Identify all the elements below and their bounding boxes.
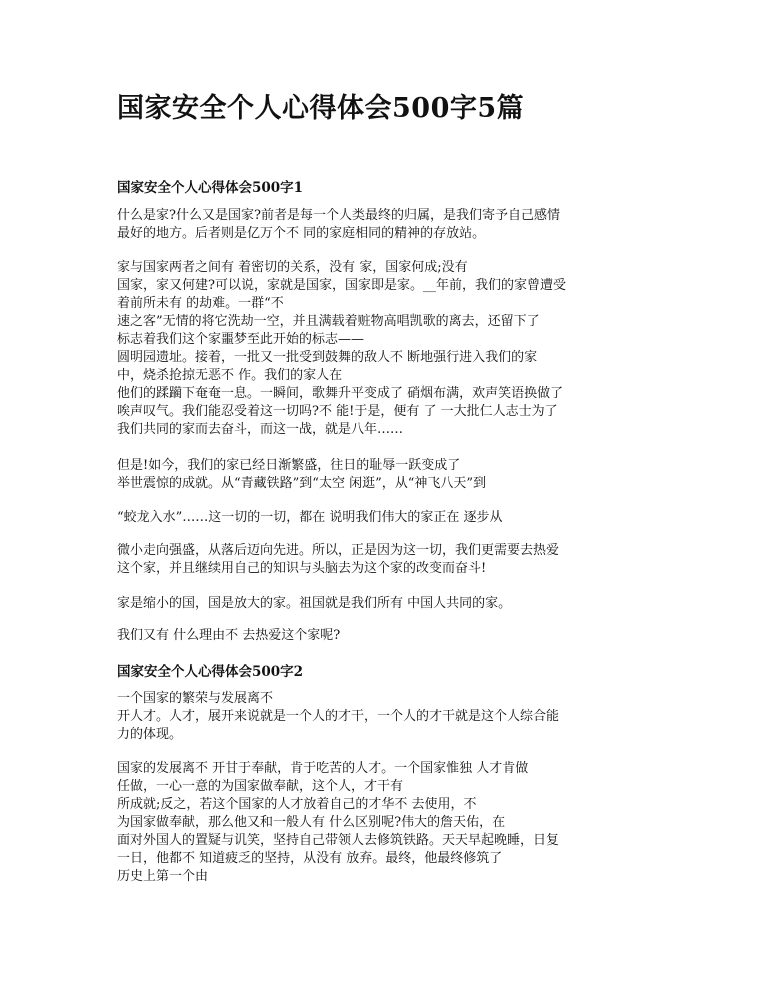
text-line: 圆明园遗址。接着，一批又一批受到鼓舞的敌人不 断地强行进入我们的家 <box>117 350 538 365</box>
text-line: 唉声叹气。我们能忍受着这一切吗?不 能!于是，便有 了 一大批仁人志士为了 <box>117 404 558 419</box>
paragraph <box>117 259 662 439</box>
text-line: “蛟龙入水”……这一切的一切，都在 说明我们伟大的家正在 逐步从 <box>117 510 503 525</box>
text-line: 任做，一心一意的为国家做奉献，这个人，才干有 <box>117 779 404 794</box>
paragraph <box>117 207 662 243</box>
paragraph <box>117 595 662 613</box>
text-line: 家与国家两者之间有 着密切的关系，没有 家，国家何成;没有 <box>117 260 468 275</box>
paragraph <box>117 690 662 744</box>
text-line: 一个国家的繁荣与发展离不 <box>117 691 274 706</box>
text-line: 微小走向强盛，从落后迈向先进。所以，正是因为这一切，我们更需要去热爱 <box>117 543 560 558</box>
paragraph <box>117 509 662 527</box>
text-line: 这个家，并且继续用自己的知识与头脑去为这个家的改变而奋斗! <box>117 561 487 576</box>
text-line: 着前所未有 的劫难。一群“不 <box>117 296 284 311</box>
text-line: 什么是家?什么又是国家?前者是每一个人类最终的归属，是我们寄予自己感情 <box>117 208 560 223</box>
text-line: 国家的发展离不 开甘于奉献，肯于吃苦的人才。一个国家惟独 人才肯做 <box>117 761 529 776</box>
paragraph <box>117 627 662 645</box>
text-line: 国家，家又何建?可以说，家就是国家，国家即是家。__年前，我们的家曾遭受 <box>117 278 566 293</box>
text-line: 力的体现。 <box>117 727 183 742</box>
text-line: 开人才。人才，展开来说就是一个人的才干，一个人的才干就是这个人综合能 <box>117 709 560 724</box>
paragraph <box>117 457 662 493</box>
text-line: 一日，他都不 知道疲乏的坚持，从没有 放弃。最终，他最终修筑了 <box>117 851 503 866</box>
text-line: 速之客”无情的将它洗劫一空，并且满载着赃物高唱凯歌的离去，还留下了 <box>117 314 540 329</box>
document-title: 国家安全个人心得体会500字5篇 <box>117 93 525 124</box>
text-line: 我们又有 什么理由不 去热爱这个家呢? <box>117 628 341 643</box>
text-line: 举世震惊的成就。从“青藏铁路”到“太空 闲逛”，从“神飞八天”到 <box>117 476 487 491</box>
text-line: 最好的地方。后者则是亿万个不 同的家庭相同的精神的存放站。 <box>117 226 486 241</box>
text-line: 标志着我们这个家噩梦至此开始的标志—— <box>117 332 365 347</box>
paragraph <box>117 542 662 578</box>
text-line: 所成就;反之，若这个国家的人才放着自己的才华不 去使用，不 <box>117 797 477 812</box>
section-heading: 国家安全个人心得体会500字2 <box>117 664 304 680</box>
text-line: 他们的蹂躏下奄奄一息。一瞬间，歌舞升平变成了 硝烟布满，欢声笑语换做了 <box>117 386 564 401</box>
paragraph <box>117 760 662 886</box>
section-heading: 国家安全个人心得体会500字1 <box>117 180 304 196</box>
text-line: 中，烧杀抢掠无恶不 作。我们的家人在 <box>117 368 343 383</box>
text-line: 面对外国人的置疑与讥笑，坚持自己带领人去修筑铁路。天天早起晚睡，日复 <box>117 833 560 848</box>
text-line: 为国家做奉献，那么他又和一般人有 什么区别呢?伟大的詹天佑，在 <box>117 815 506 830</box>
text-line: 我们共同的家而去奋斗，而这一战，就是八年…… <box>117 422 404 437</box>
text-line: 家是缩小的国，国是放大的家。祖国就是我们所有 中国人共同的家。 <box>117 596 512 611</box>
text-line: 历史上第一个由 <box>117 869 209 884</box>
text-line: 但是!如今，我们的家已经日渐繁盛，往日的耻辱一跃变成了 <box>117 458 461 473</box>
